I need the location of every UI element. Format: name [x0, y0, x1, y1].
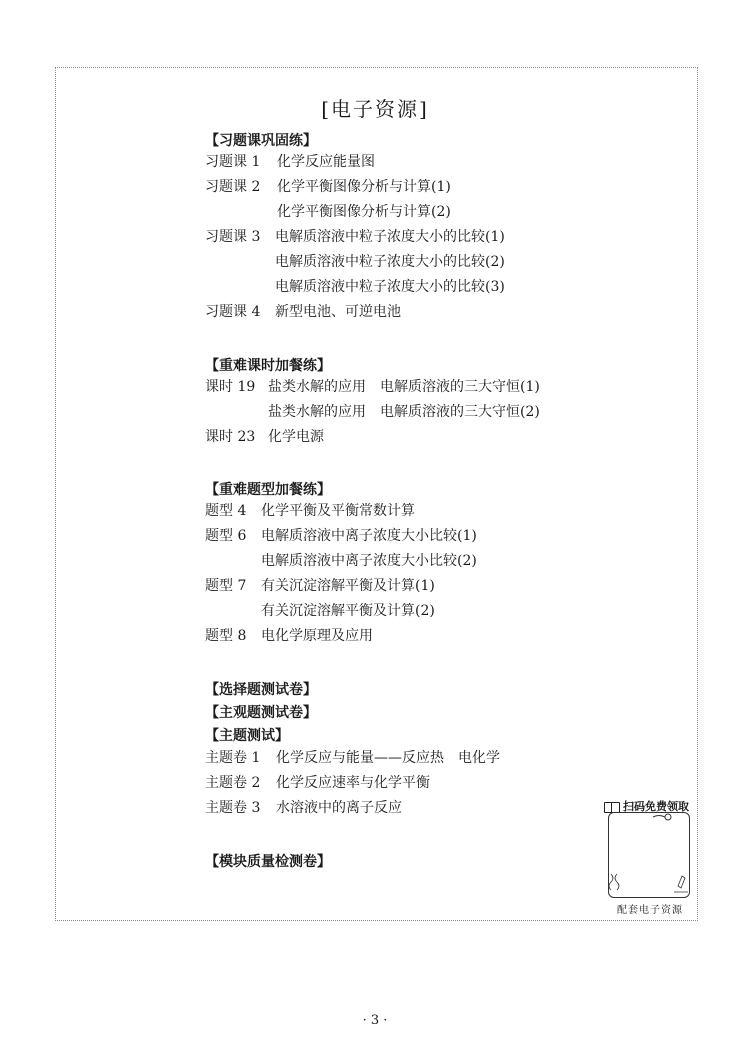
item-text: 新型电池、可逆电池: [275, 304, 401, 320]
item-text: 盐类水解的应用 电解质溶液的三大守恒(2): [268, 404, 540, 420]
book-icon: [604, 802, 620, 813]
item-text: 化学平衡及平衡常数计算: [261, 503, 415, 519]
section-header-question-type: 【重难题型加餐练】: [205, 482, 331, 498]
item-text: 化学反应与能量——反应热 电化学: [276, 750, 500, 766]
item-text: 电解质溶液中离子浓度大小比较(2): [261, 553, 477, 569]
item-label: 题型 6: [205, 528, 247, 544]
item-label: 课时 23: [205, 429, 256, 445]
qr-code-frame[interactable]: [608, 812, 690, 898]
qr-decoration-icon: [608, 812, 690, 898]
item-text: 化学电源: [268, 429, 324, 445]
section-header-lesson: 【重难课时加餐练】: [205, 358, 331, 374]
item-text: 电解质溶液中粒子浓度大小的比较(1): [275, 229, 505, 245]
item-label: 主题卷 3: [205, 800, 261, 816]
section-header-exercise: 【习题课巩固练】: [205, 133, 317, 149]
item-text: 电解质溶液中粒子浓度大小的比较(3): [275, 279, 505, 295]
item-label: 题型 7: [205, 578, 247, 594]
item-label: 习题课 4: [205, 304, 261, 320]
item-text: 化学平衡图像分析与计算(2): [277, 204, 451, 220]
item-text: 有关沉淀溶解平衡及计算(1): [261, 578, 435, 594]
section-header-quality-test: 【模块质量检测卷】: [205, 854, 331, 870]
page-title: [电子资源]: [321, 97, 429, 121]
item-text: 化学反应能量图: [277, 154, 375, 170]
item-label: 习题课 3: [205, 229, 261, 245]
item-text: 电解质溶液中离子浓度大小比较(1): [261, 528, 477, 544]
qr-label: 扫码免费领取: [604, 798, 689, 814]
item-text: 电化学原理及应用: [261, 628, 373, 644]
section-header-choice-test: 【选择题测试卷】: [205, 682, 317, 698]
item-label: 课时 19: [205, 379, 256, 395]
item-label: 主题卷 1: [205, 750, 261, 766]
qr-caption: 配套电子资源: [617, 905, 683, 916]
item-label: 习题课 1: [205, 154, 261, 170]
item-label: 题型 4: [205, 503, 247, 519]
item-label: 题型 8: [205, 628, 247, 644]
item-text: 水溶液中的离子反应: [276, 800, 402, 816]
item-label: 主题卷 2: [205, 775, 261, 791]
item-label: 习题课 2: [205, 179, 261, 195]
section-header-theme-test: 【主题测试】: [205, 728, 289, 744]
page-number: · 3 ·: [362, 1013, 388, 1028]
section-header-subjective-test: 【主观题测试卷】: [205, 705, 317, 721]
item-text: 盐类水解的应用 电解质溶液的三大守恒(1): [268, 379, 540, 395]
item-text: 电解质溶液中粒子浓度大小的比较(2): [275, 254, 505, 270]
item-text: 化学反应速率与化学平衡: [276, 775, 430, 791]
item-text: 化学平衡图像分析与计算(1): [277, 179, 451, 195]
item-text: 有关沉淀溶解平衡及计算(2): [261, 603, 435, 619]
